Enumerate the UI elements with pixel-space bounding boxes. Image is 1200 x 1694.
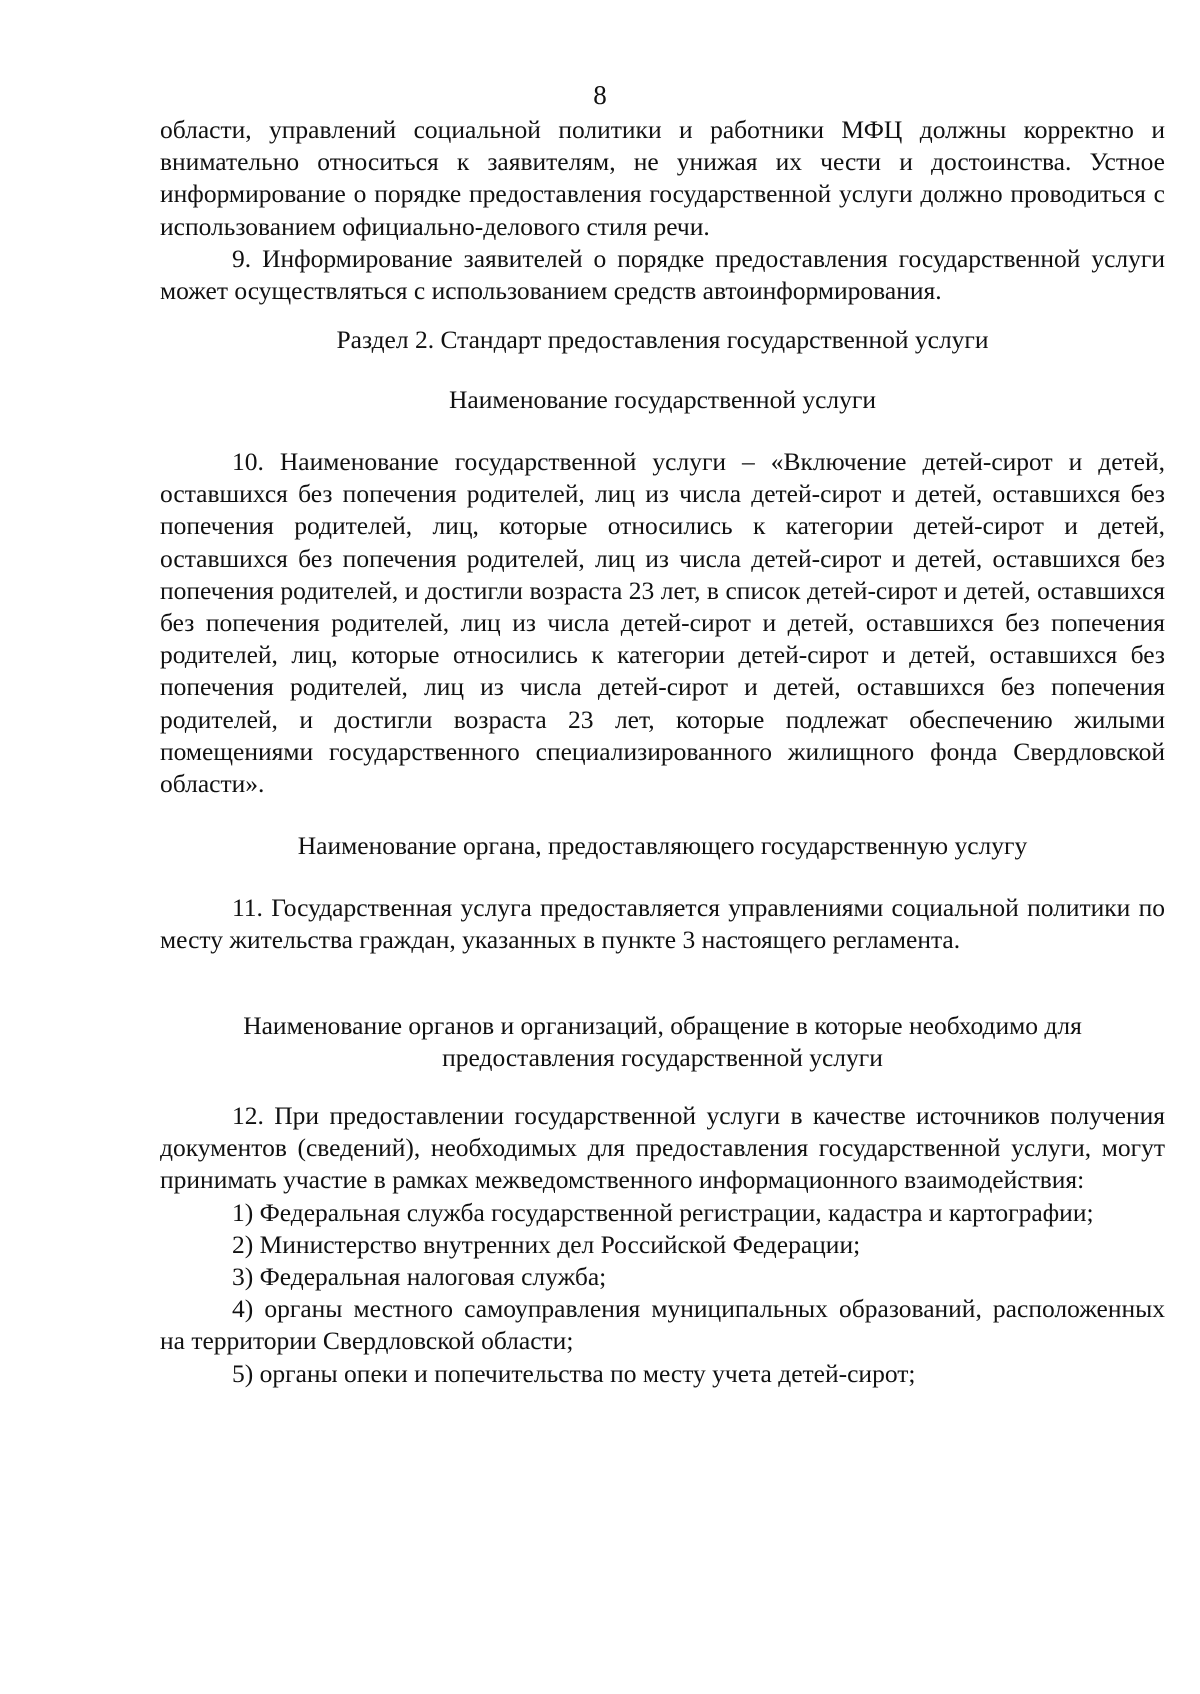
section-2-heading: Раздел 2. Стандарт предоставления государственной услуги [336, 325, 989, 354]
authority-block [160, 830, 1165, 862]
list-item: 2) Министерство внутренних дел Российской Федерации; [232, 1229, 861, 1259]
paragraph-item-11: 11. Государственная услуга предоставляется управлениями социальной политики по месту жительства граждан, указанных в пункте 3 настоящего регламента. [160, 893, 1165, 955]
item-11-block [160, 892, 1165, 956]
text-body [160, 114, 1165, 307]
service-name-block [160, 384, 1165, 416]
paragraph-item-12: 12. При предоставлении государственной услуги в качестве источников получения документов (сведений), необходимых для предоставления государственной услуги, могут принимать участие в рамках межведомственного информационного взаимодействия: [160, 1101, 1165, 1195]
list-item: 1) Федеральная служба государственной регистрации, кадастра и картографии; [232, 1197, 1094, 1227]
paragraph-item-10: 10. Наименование государственной услуги – «Включение детей-сирот и детей, оставшихся без попечения родителей, лиц из числа детей-сирот и детей, оставшихся без попечения родителей, лиц, которые относились к категории детей-сирот и детей, оставшихся без попечения родителей, лиц из числа детей-сирот и детей, оставшихся без попечения родителей, и достигли возраста 23 лет, в список детей-сирот и детей, оставшихся без попечения родителей, лиц из числа детей-сирот и детей, оставшихся без попечения родителей, лиц, которые относились к категории детей-сирот и детей, оставшихся без попечения родителей, лиц из числа детей-сирот и детей, оставшихся без попечения родителей, и достигли возраста 23 лет, которые подлежат обеспечению жилыми помещениями государственного специализированного жилищного фонда Свердловской области». [160, 447, 1165, 799]
paragraph-item-9: 9. Информирование заявителей о порядке предоставления государственной услуги может осуществляться с использованием средств автоинформирования. [160, 243, 1165, 306]
list-item: 5) органы опеки и попечительства по месту учета детей-сирот; [232, 1358, 916, 1388]
bodies-heading-line-2: предоставления государственной услуги [442, 1043, 883, 1073]
continuation-paragraph: области, управлений социальной политики и работники МФЦ должны корректно и внимательно относиться к заявителям, не унижая их чести и достоинства. Устное информирование о порядке предоставления государственной услуги должно проводиться с использованием официально-делового стиля речи. [160, 115, 1165, 241]
source-list [160, 1197, 1165, 1390]
list-item: 4) органы местного самоуправления муниципальных образований, расположенных на территории Свердловской области; [160, 1294, 1165, 1356]
item-12-block [160, 1100, 1165, 1390]
bodies-heading-block [160, 1010, 1165, 1074]
service-name-heading: Наименование государственной услуги [448, 385, 876, 414]
item-10-block [160, 446, 1165, 800]
bodies-heading-line-1: Наименование органов и организаций, обращение в которые необходимо для [243, 1011, 1082, 1040]
page-number: 8 [593, 80, 607, 110]
section-2-block [160, 324, 1165, 356]
list-item: 3) Федеральная налоговая служба; [232, 1262, 607, 1292]
authority-heading: Наименование органа, предоставляющего государственную услугу [297, 831, 1028, 860]
